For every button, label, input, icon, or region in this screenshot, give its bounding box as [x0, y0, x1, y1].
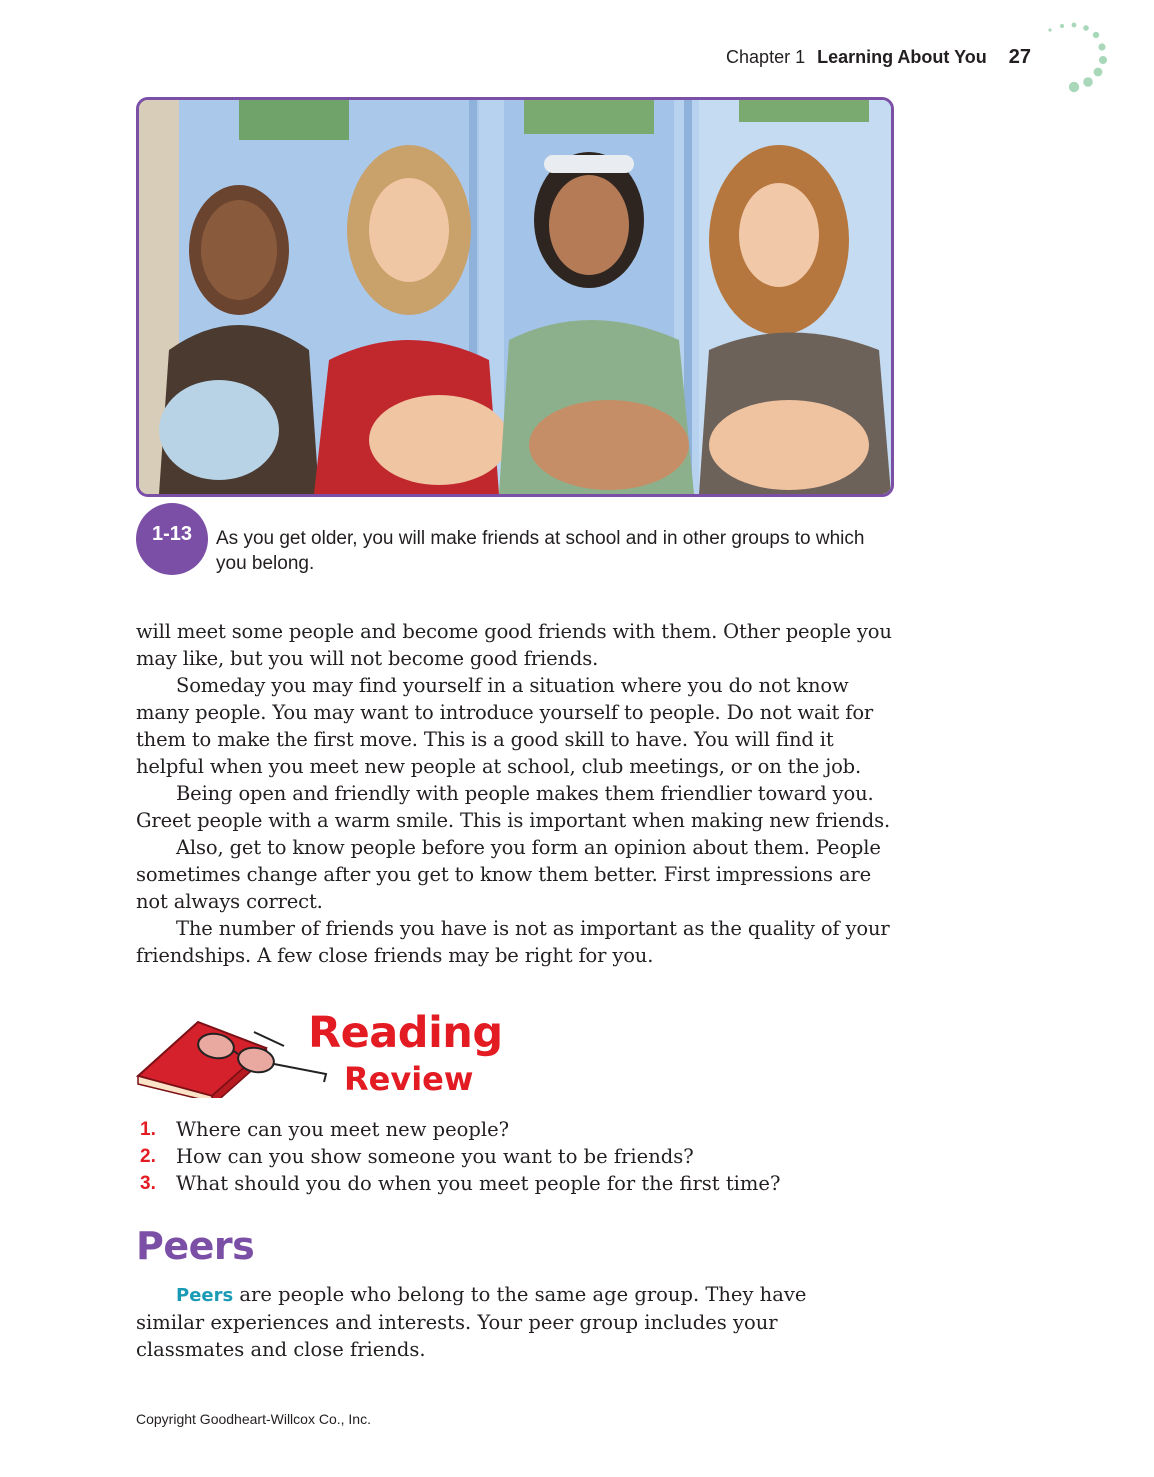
- figure-number-badge: 1-13: [136, 503, 208, 575]
- key-term: Peers: [176, 1285, 234, 1306]
- question-number: 1.: [140, 1119, 156, 1140]
- list-item: [140, 1116, 780, 1143]
- paragraph: Being open and friendly with people makes them friendlier toward you. Greet people with a warm smile. This is important when making new friends.: [136, 782, 890, 832]
- chapter-label: Chapter 1: [726, 47, 806, 67]
- question-text: What should you do when you meet people for the first time?: [176, 1172, 781, 1195]
- copyright-notice: Copyright Goodheart-Willcox Co., Inc.: [136, 1411, 371, 1427]
- book-glasses-icon: [134, 1018, 330, 1098]
- four-girls-photo: [139, 100, 891, 494]
- paragraph: will meet some people and become good friends with them. Other people you may like, but you will not become good friends.: [136, 620, 892, 670]
- question-text: How can you show someone you want to be friends?: [176, 1145, 694, 1168]
- question-number: 2.: [140, 1146, 156, 1167]
- body-text: [136, 618, 896, 969]
- figure-photo: [136, 97, 894, 497]
- review-questions: [140, 1116, 780, 1197]
- list-item: [140, 1143, 780, 1170]
- reading-review-title-line2: Review: [344, 1060, 474, 1098]
- running-header: [726, 46, 1031, 69]
- reading-review-title-line1: Reading: [308, 1008, 503, 1058]
- question-text: Where can you meet new people?: [176, 1118, 510, 1141]
- question-number: 3.: [140, 1173, 156, 1194]
- paragraph-text: are people who belong to the same age group. They have similar experiences and interests. Your peer group includes your classmates and close friends.: [136, 1283, 807, 1361]
- paragraph: [136, 1281, 856, 1363]
- paragraph: Also, get to know people before you form an opinion about them. People sometimes change after you get to know them better. First impressions are not always correct.: [136, 836, 881, 913]
- paragraph: Someday you may find yourself in a situation where you do not know many people. You may want to introduce yourself to people. Do not wait for them to make the first move. This is a good skill to have. You will find it helpful when you meet new people at school, club meetings, or on the job.: [136, 674, 874, 778]
- figure-caption: As you get older, you will make friends at school and in other groups to which you belong.: [216, 528, 865, 574]
- list-item: [140, 1170, 780, 1197]
- chapter-title: Learning About You: [817, 47, 987, 67]
- paragraph: The number of friends you have is not as important as the quality of your friendships. A few close friends may be right for you.: [136, 917, 890, 967]
- peers-paragraph: [136, 1281, 856, 1363]
- decorative-dot-ring-icon: [1042, 20, 1110, 98]
- page-number: 27: [1008, 46, 1031, 68]
- section-heading-peers: Peers: [136, 1224, 255, 1268]
